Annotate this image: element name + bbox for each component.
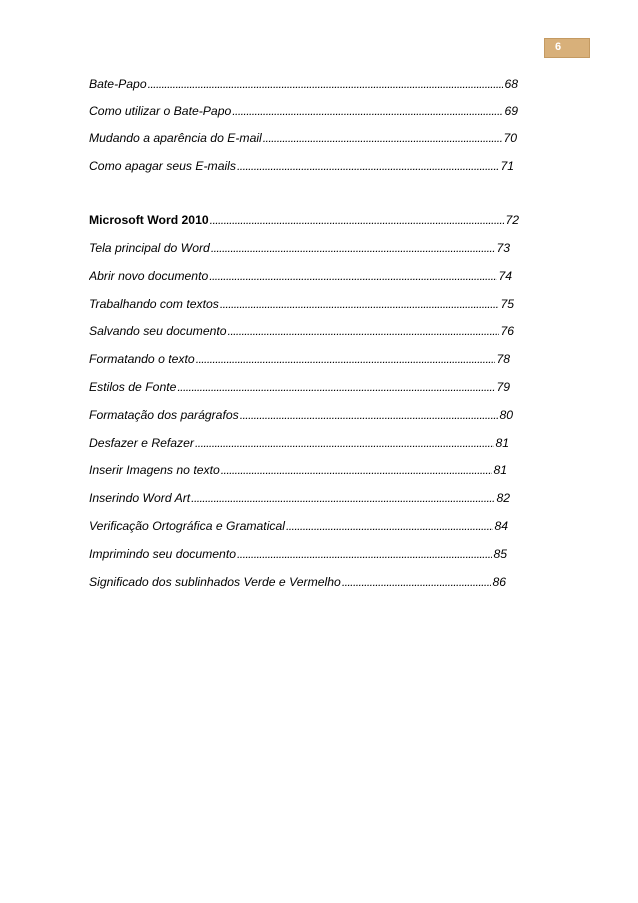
- toc-heading[interactable]: [89, 211, 519, 229]
- toc-leader-dots: [232, 102, 503, 120]
- toc-entry-page: 81: [493, 463, 507, 477]
- toc-entry-title: Estilos de Fonte: [89, 380, 177, 394]
- toc-entry[interactable]: [89, 489, 510, 507]
- toc-leader-dots: [177, 378, 495, 396]
- toc-leader-dots: [209, 267, 497, 285]
- toc-entry[interactable]: [89, 322, 514, 340]
- toc-leader-dots: [240, 406, 499, 424]
- toc-entry-page: 69: [504, 104, 518, 118]
- toc-entry-title: Formatação dos parágrafos: [89, 408, 239, 422]
- toc-heading-page: 72: [505, 213, 519, 227]
- toc-leader-dots: [191, 489, 495, 507]
- toc-entry-page: 81: [495, 436, 509, 450]
- toc-entry-title: Inserir Imagens no texto: [89, 463, 220, 477]
- toc-entry-page: 74: [498, 269, 512, 283]
- toc-entry-title: Bate-Papo: [89, 77, 147, 91]
- toc-leader-dots: [263, 129, 503, 147]
- toc-entry-title: Formatando o texto: [89, 352, 195, 366]
- toc-entry-page: 80: [499, 408, 513, 422]
- toc-leader-dots: [342, 573, 492, 591]
- toc-entry[interactable]: [89, 102, 518, 120]
- toc-entry[interactable]: [89, 545, 507, 563]
- toc-leader-dots: [237, 545, 492, 563]
- toc-entry-title: Como utilizar o Bate-Papo: [89, 104, 232, 118]
- toc-entry-title: Significado dos sublinhados Verde e Vermelho: [89, 575, 341, 589]
- toc-entry-page: 68: [504, 77, 518, 91]
- toc-entry-title: Tela principal do Word: [89, 241, 210, 255]
- toc-entry-title: Desfazer e Refazer: [89, 436, 194, 450]
- toc-entry-page: 70: [503, 131, 517, 145]
- toc-entry-page: 82: [496, 491, 510, 505]
- toc-entry-page: 79: [496, 380, 510, 394]
- toc-leader-dots: [237, 157, 499, 175]
- toc-leader-dots: [220, 295, 500, 313]
- toc-leader-dots: [210, 211, 505, 229]
- page-number: 6: [555, 41, 562, 53]
- toc-heading-title: Microsoft Word 2010: [89, 213, 209, 227]
- toc-leader-dots: [148, 75, 504, 93]
- toc-entry[interactable]: [89, 406, 513, 424]
- toc-entry[interactable]: [89, 267, 512, 285]
- toc-entry-page: 84: [494, 519, 508, 533]
- toc-entry[interactable]: [89, 75, 518, 93]
- toc-leader-dots: [228, 322, 500, 340]
- toc-entry[interactable]: [89, 157, 514, 175]
- toc-entry[interactable]: [89, 295, 514, 313]
- toc-entry-title: Imprimindo seu documento: [89, 547, 236, 561]
- toc-entry[interactable]: [89, 378, 510, 396]
- toc-entry[interactable]: [89, 517, 508, 535]
- toc-leader-dots: [195, 434, 494, 452]
- toc-entry[interactable]: [89, 350, 510, 368]
- toc-entry-page: 78: [496, 352, 510, 366]
- toc-entry[interactable]: [89, 461, 507, 479]
- toc-entry-title: Abrir novo documento: [89, 269, 209, 283]
- toc-entry[interactable]: [89, 239, 510, 257]
- toc-leader-dots: [286, 517, 493, 535]
- toc-entry[interactable]: [89, 434, 509, 452]
- page-number-badge: [544, 38, 590, 58]
- toc-entry-page: 85: [493, 547, 507, 561]
- toc-entry-page: 75: [500, 297, 514, 311]
- toc-leader-dots: [196, 350, 496, 368]
- toc-entry[interactable]: [89, 573, 506, 591]
- toc-entry-page: 73: [496, 241, 510, 255]
- toc-entry-title: Mudando a aparência do E-mail: [89, 131, 262, 145]
- toc-leader-dots: [211, 239, 496, 257]
- toc-entry[interactable]: [89, 129, 517, 147]
- toc-leader-dots: [221, 461, 493, 479]
- toc-entry-title: Trabalhando com textos: [89, 297, 219, 311]
- toc-entry-title: Como apagar seus E-mails: [89, 159, 236, 173]
- toc-entry-page: 71: [500, 159, 514, 173]
- toc-entry-title: Verificação Ortográfica e Gramatical: [89, 519, 285, 533]
- toc-entry-page: 86: [492, 575, 506, 589]
- toc-entry-title: Salvando seu documento: [89, 324, 227, 338]
- toc-entry-page: 76: [500, 324, 514, 338]
- toc-entry-title: Inserindo Word Art: [89, 491, 191, 505]
